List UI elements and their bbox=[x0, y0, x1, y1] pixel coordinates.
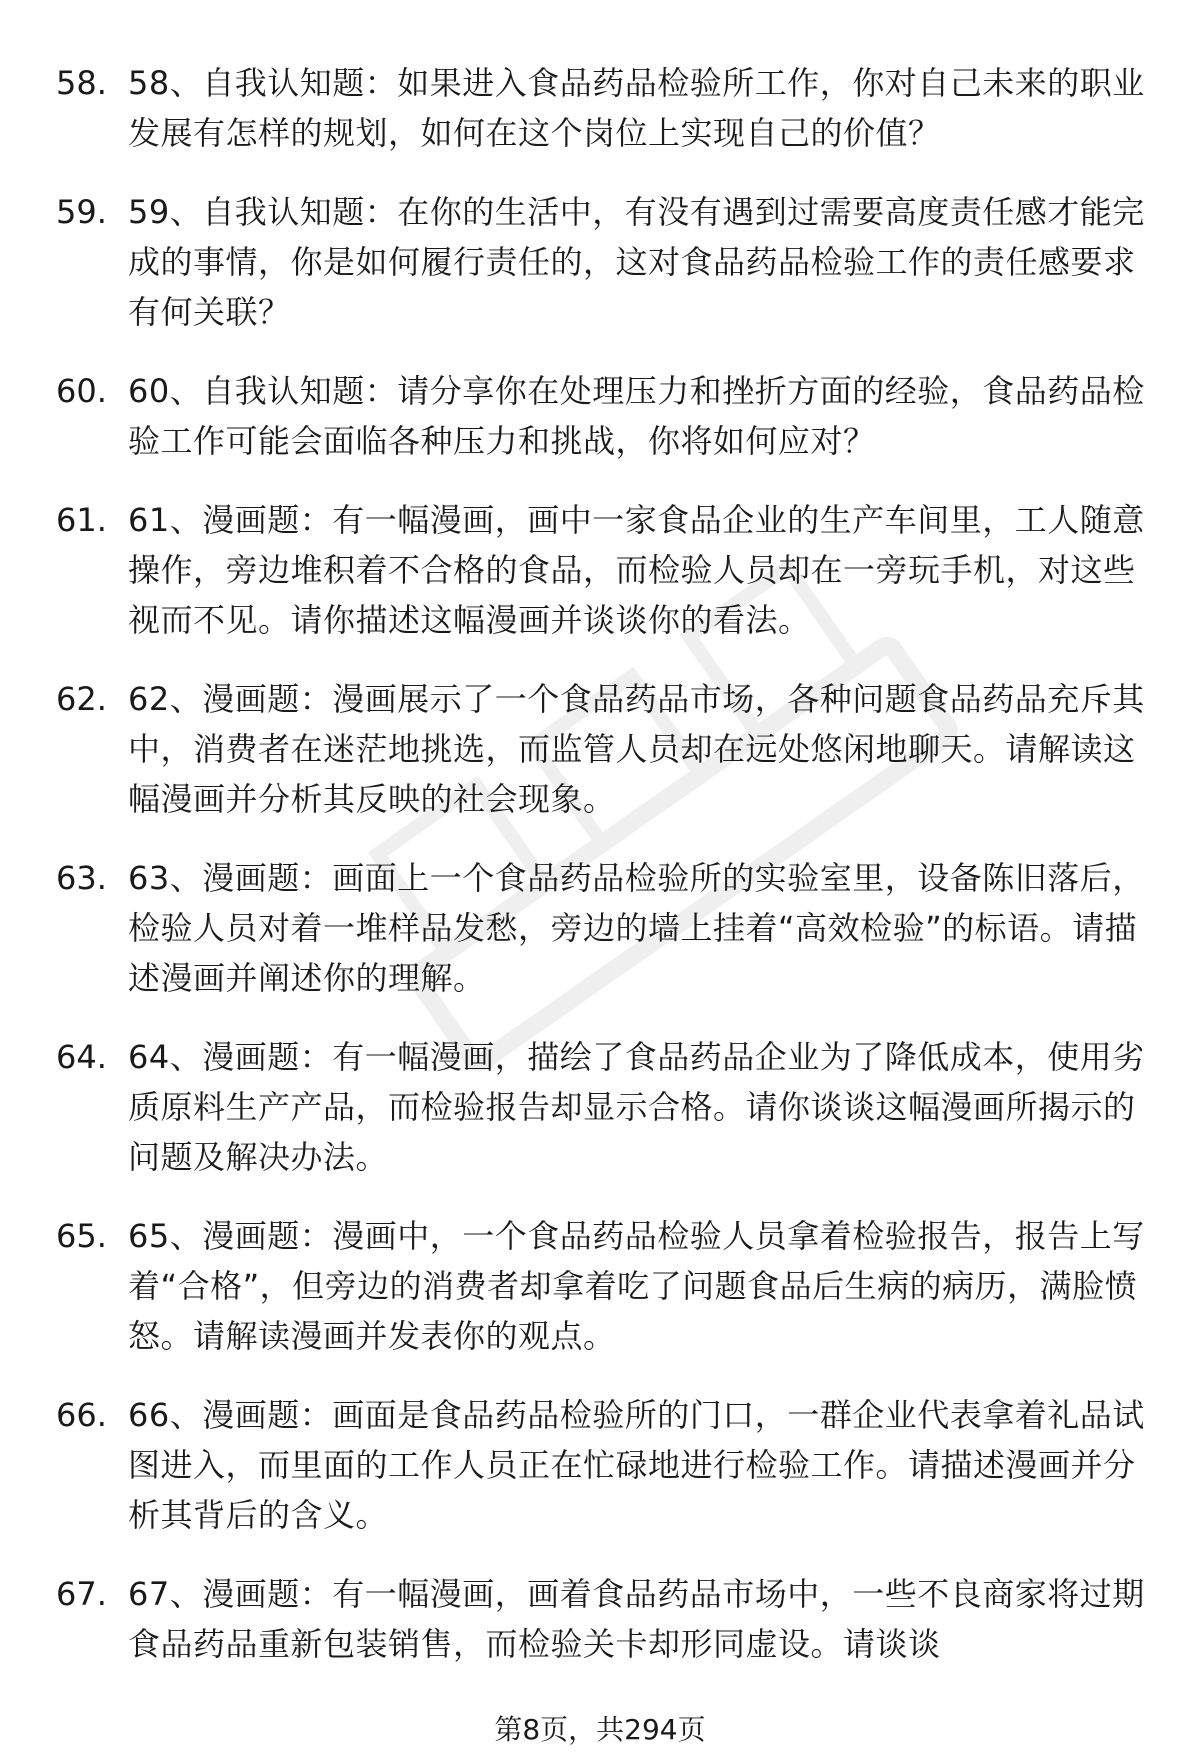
question-text: 64、漫画题：有一幅漫画，描绘了食品药品企业为了降低成本，使用劣质原料生产产品，而检验报告却显示合格。请你谈谈这幅漫画所揭示的问题及解决办法。 bbox=[128, 1038, 1145, 1176]
question-list bbox=[56, 58, 1146, 1698]
question-item bbox=[56, 366, 1146, 466]
question-text: 61、漫画题：有一幅漫画，画中一家食品企业的生产车间里，工人随意操作，旁边堆积着不合格的食品，而检验人员却在一旁玩手机，对这些视而不见。请你描述这幅漫画并谈谈你的看法。 bbox=[128, 501, 1145, 639]
question-item bbox=[56, 1032, 1146, 1182]
question-number: 67. bbox=[56, 1575, 107, 1613]
question-text: 67、漫画题：有一幅漫画，画着食品药品市场中，一些不良商家将过期食品药品重新包装销售，而检验关卡却形同虚设。请谈谈 bbox=[128, 1575, 1145, 1663]
question-item bbox=[56, 1390, 1146, 1540]
page-footer: 第8页，共294页 bbox=[494, 1713, 706, 1746]
question-item bbox=[56, 674, 1146, 824]
question-item bbox=[56, 187, 1146, 337]
question-number: 66. bbox=[56, 1396, 107, 1434]
question-item bbox=[56, 58, 1146, 158]
question-number: 65. bbox=[56, 1217, 107, 1255]
question-number: 61. bbox=[56, 501, 107, 539]
question-item bbox=[56, 853, 1146, 1003]
question-number: 58. bbox=[56, 64, 107, 102]
question-text: 58、自我认知题：如果进入食品药品检验所工作，你对自己未来的职业发展有怎样的规划，如何在这个岗位上实现自己的价值？ bbox=[128, 64, 1145, 152]
question-number: 59. bbox=[56, 193, 107, 231]
question-text: 65、漫画题：漫画中，一个食品药品检验人员拿着检验报告，报告上写着“合格”，但旁边的消费者却拿着吃了问题食品后生病的病历，满脸愤怒。请解读漫画并发表你的观点。 bbox=[128, 1217, 1145, 1355]
question-number: 63. bbox=[56, 859, 107, 897]
question-number: 64. bbox=[56, 1038, 107, 1076]
question-item bbox=[56, 495, 1146, 645]
question-text: 66、漫画题：画面是食品药品检验所的门口，一群企业代表拿着礼品试图进入，而里面的工作人员正在忙碌地进行检验工作。请描述漫画并分析其背后的含义。 bbox=[128, 1396, 1145, 1534]
question-text: 62、漫画题：漫画展示了一个食品药品市场，各种问题食品药品充斥其中，消费者在迷茫地挑选，而监管人员却在远处悠闲地聊天。请解读这幅漫画并分析其反映的社会现象。 bbox=[128, 680, 1145, 818]
question-text: 63、漫画题：画面上一个食品药品检验所的实验室里，设备陈旧落后，检验人员对着一堆样品发愁，旁边的墙上挂着“高效检验”的标语。请描述漫画并阐述你的理解。 bbox=[128, 859, 1145, 997]
question-text: 59、自我认知题：在你的生活中，有没有遇到过需要高度责任感才能完成的事情，你是如何履行责任的，这对食品药品检验工作的责任感要求有何关联？ bbox=[128, 193, 1145, 331]
question-number: 62. bbox=[56, 680, 107, 718]
question-item bbox=[56, 1211, 1146, 1361]
question-number: 60. bbox=[56, 372, 107, 410]
question-item bbox=[56, 1569, 1146, 1669]
question-text: 60、自我认知题：请分享你在处理压力和挫折方面的经验，食品药品检验工作可能会面临各种压力和挑战，你将如何应对？ bbox=[128, 372, 1145, 460]
